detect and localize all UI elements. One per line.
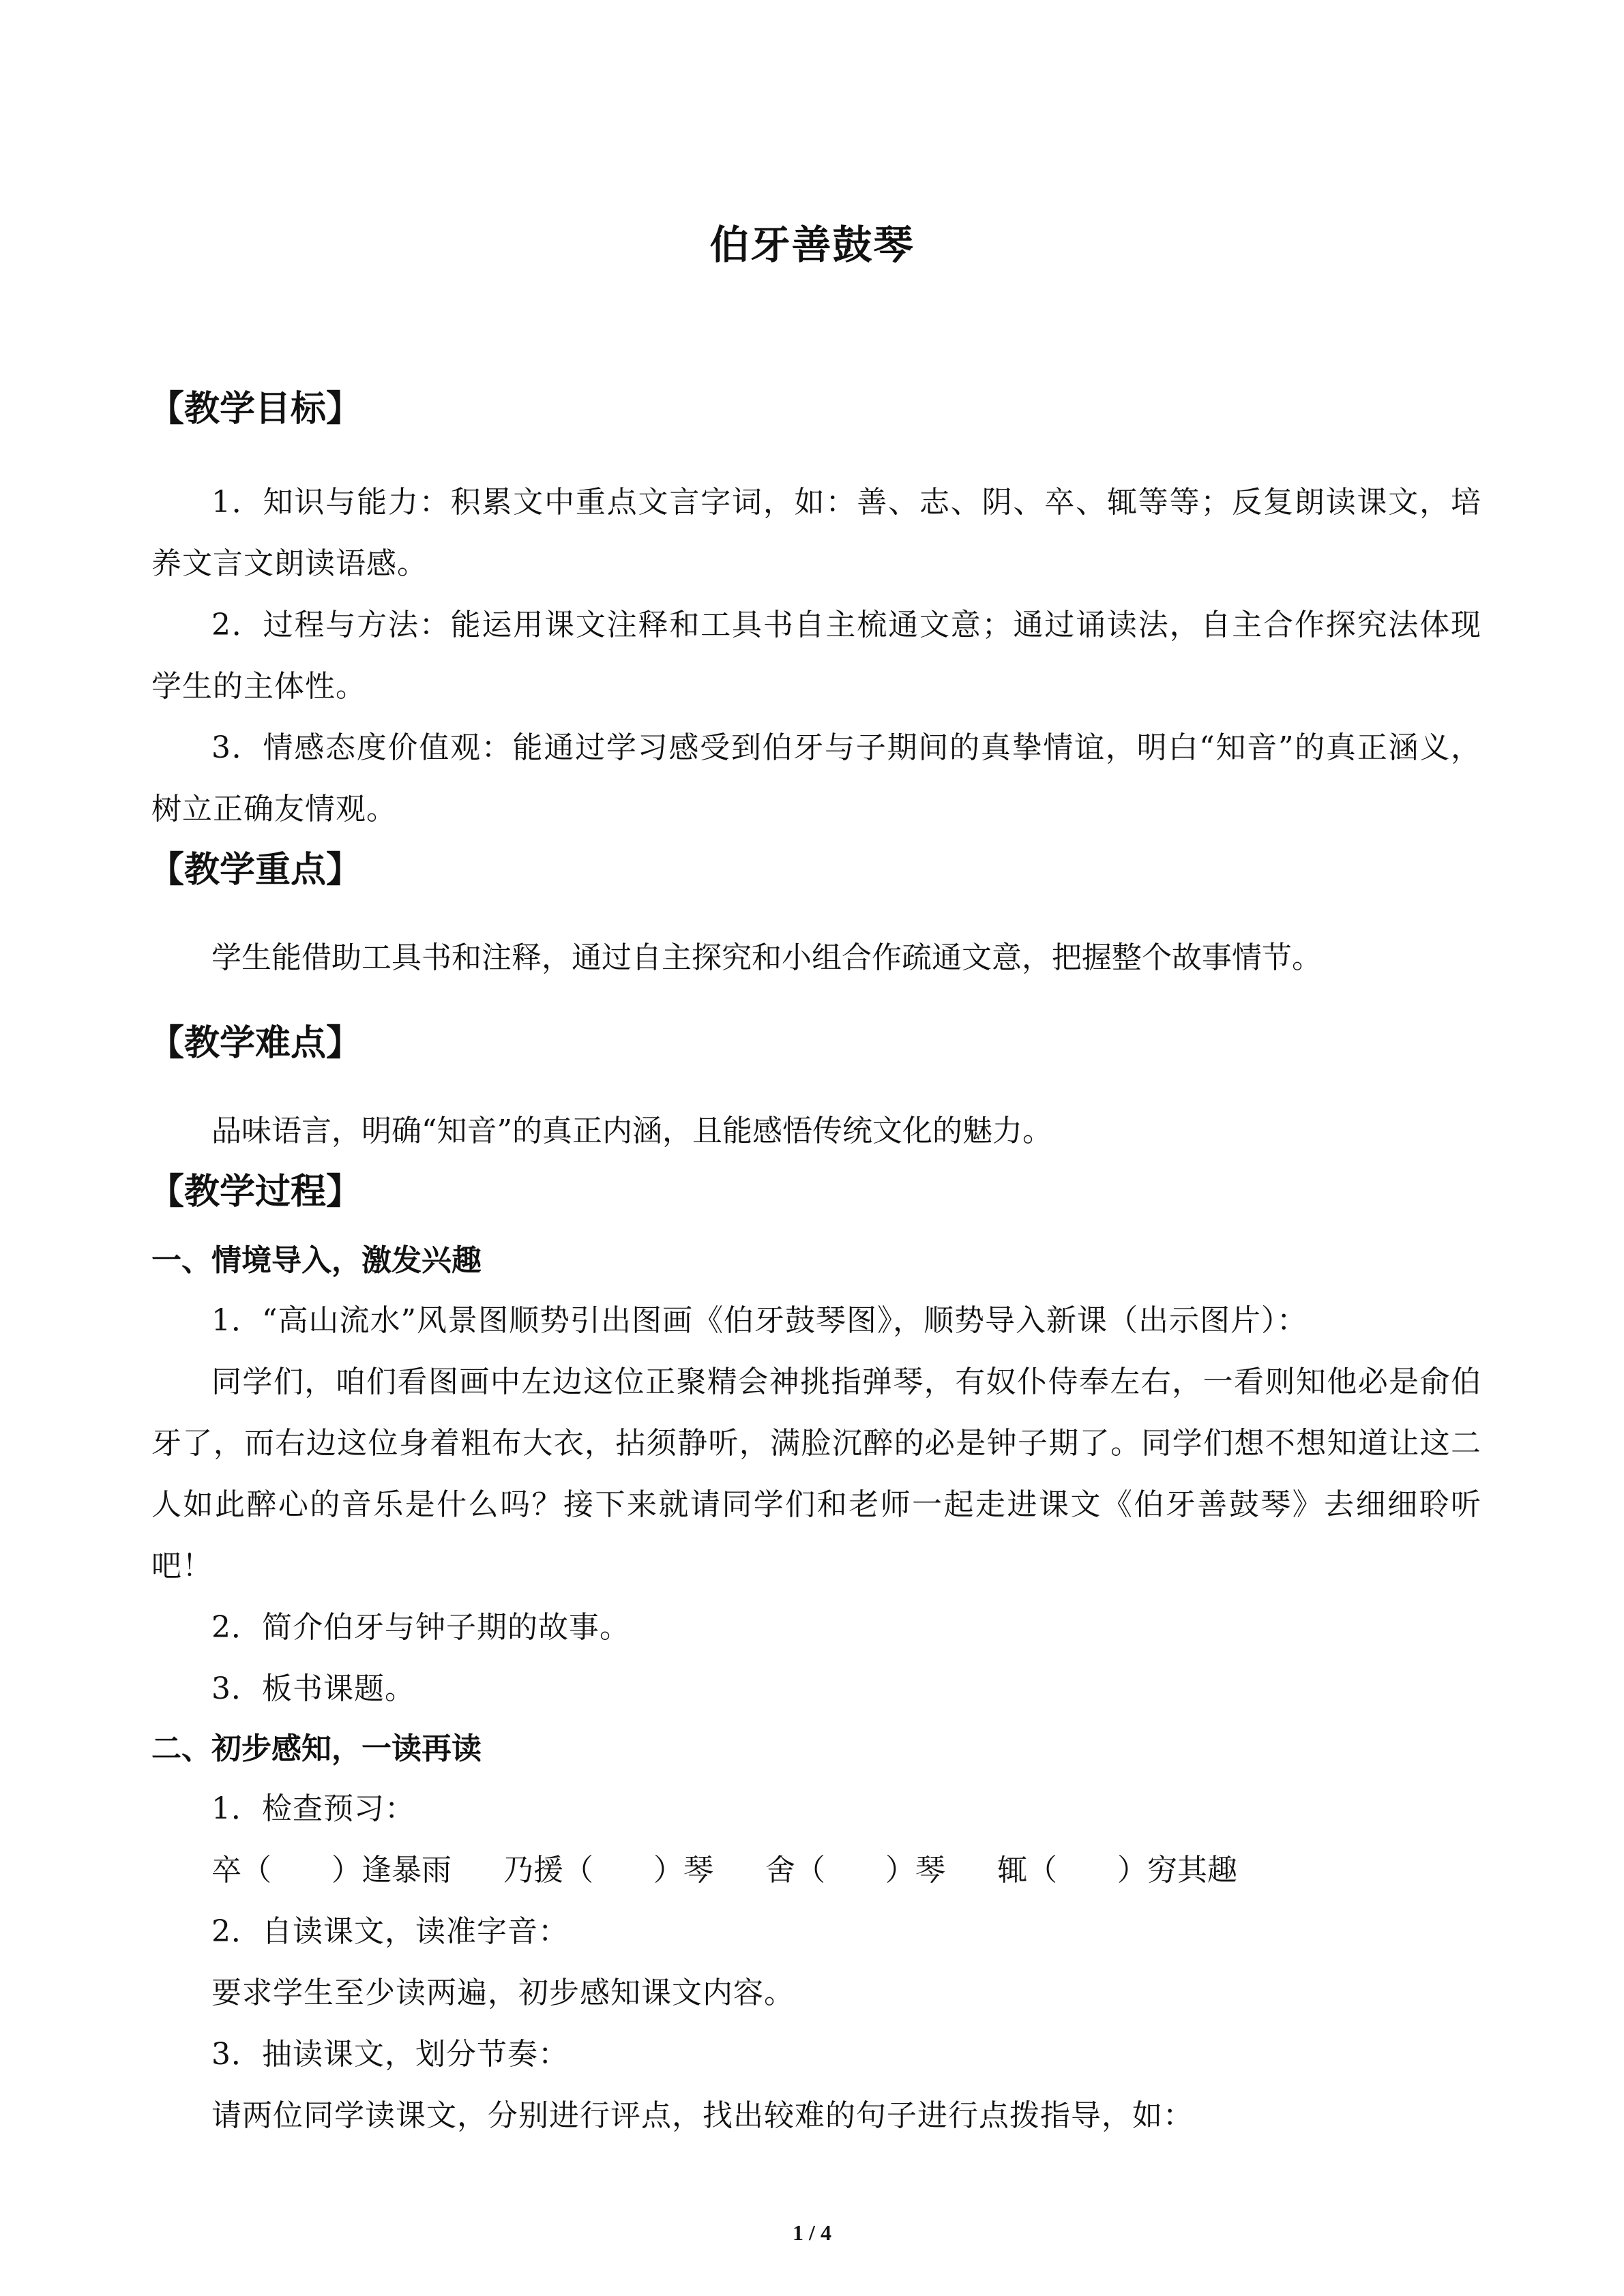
process-part1-p1: 1．“高山流水”风景图顺势引出图画《伯牙鼓琴图》，顺势导入新课（出示图片）：: [211, 1303, 1308, 1338]
process-part2-p4: 3．抽读课文，划分节奏：: [211, 2037, 569, 2072]
key-point-text: 学生能借助工具书和注释，通过自主探究和小组合作疏通文意，把握整个故事情节。: [211, 940, 1322, 975]
preview-item: 乃援（ ）琴: [503, 1853, 713, 1888]
process-part2-p3: 要求学生至少读两遍，初步感知课文内容。: [211, 1976, 795, 2010]
section-heading-difficulty: 【教学难点】: [149, 1023, 362, 1064]
process-part1-p3: 2．简介伯牙与钟子期的故事。: [211, 1610, 630, 1645]
goal-item-2: 2．过程与方法：能运用课文注释和工具书自主梳通文意；通过诵读法，自主合作探究法体现学生的主体性。: [151, 608, 1481, 704]
section-heading-goals: 【教学目标】: [149, 389, 362, 430]
process-part2-heading: 二、初步感知，一读再读: [151, 1731, 482, 1766]
process-part1-p2: 同学们，咱们看图画中左边这位正聚精会神挑指弹琴，有奴仆侍奉左右，一看则知他必是俞伯牙了，而右边这位身着粗布大衣，拈须静听，满脸沉醉的必是钟子期了。同学们想不想知道让这二人如此醉心的音乐是什么吗？接下来就请同学们和老师一起走进课文《伯牙善鼓琴》去细细聆听吧！: [151, 1365, 1481, 1583]
preview-item: 舍（ ）琴: [765, 1853, 945, 1888]
preview-item: 辄（ ）穷其趣: [997, 1853, 1237, 1888]
process-part2-p5: 请两位同学读课文，分别进行评点，找出较难的句子进行点拨指导，如：: [211, 2098, 1194, 2133]
section-heading-key-point: 【教学重点】: [149, 850, 362, 891]
page-title: 伯牙善鼓琴: [709, 222, 915, 268]
process-part2-p2: 2．自读课文，读准字音：: [211, 1914, 569, 1949]
goal-item-3: 3．情感态度价值观：能通过学习感受到伯牙与子期间的真挚情谊，明白“知音”的真正涵义，树立正确友情观。: [151, 730, 1481, 826]
process-part1-p4: 3．板书课题。: [211, 1671, 415, 1706]
section-heading-process: 【教学过程】: [149, 1172, 362, 1212]
document-body: [151, 382, 1481, 2147]
preview-exercise-row: [151, 1840, 1481, 1901]
preview-item: 卒（ ）逢暴雨: [211, 1853, 452, 1888]
difficulty-text: 品味语言，明确“知音”的真正内涵，且能感悟传统文化的魅力。: [211, 1114, 1052, 1148]
goal-item-1: 1．知识与能力：积累文中重点文言字词，如：善、志、阴、卒、辄等等；反复朗读课文，培养文言文朗读语感。: [151, 485, 1481, 581]
page-number: 1 / 4: [793, 2220, 831, 2245]
process-part2-p1: 1．检查预习：: [211, 1791, 415, 1826]
process-part1-heading: 一、情境导入，激发兴趣: [151, 1243, 482, 1278]
